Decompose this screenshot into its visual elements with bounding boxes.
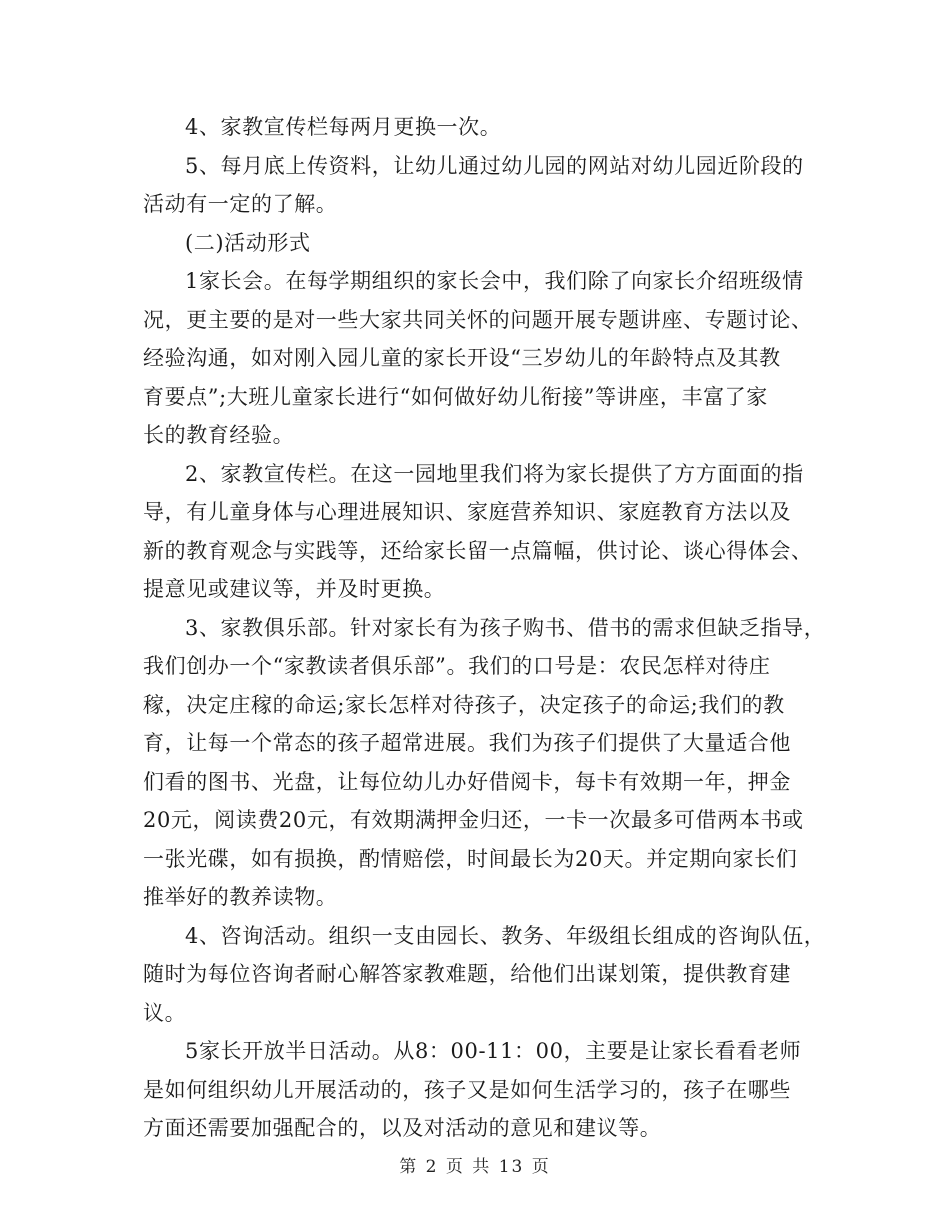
text-line: 提意见或建议等，并及时更换。 [143, 577, 446, 601]
text-line: 5家长开放半日活动。从8：00-11：00，主要是让家长看看老师 [185, 1039, 802, 1063]
text-line: 3、家教俱乐部。针对家长有为孩子购书、借书的需求但缺乏指导， [185, 615, 826, 640]
text-line: 1家长会。在每学期组织的家长会中，我们除了向家长介绍班级情 [185, 269, 804, 293]
text-line: 稼，决定庄稼的命运;家长怎样对待孩子，决定孩子的命运;我们的教 [143, 692, 785, 717]
text-line: 20元，阅读费20元，有效期满押金归还，一卡一次最多可借两本书或 [143, 808, 804, 832]
text-line: 4、家教宣传栏每两月更换一次。 [185, 115, 502, 139]
text-line: 是如何组织幼儿开展活动的，孩子又是如何生活学习的，孩子在哪些 [143, 1077, 791, 1102]
section-heading: (二)活动形式 [185, 230, 311, 255]
text-line: 推举好的教养读物。 [143, 885, 338, 909]
text-line: 议。 [143, 1000, 187, 1025]
text-line: 育要点”;大班儿童家长进行“如何做好幼儿衔接”等讲座，丰富了家 [143, 384, 768, 409]
text-line: 我们创办一个“家教读者俱乐部”。我们的口号是：农民怎样对待庄 [143, 654, 771, 678]
text-line: 况，更主要的是对一些大家共同关怀的问题开展专题讲座、专题讨论、 [143, 307, 813, 332]
document-body [143, 108, 826, 1148]
page-number-footer: 第 2 页 共 13 页 [399, 1157, 551, 1177]
text-line: 一张光碟，如有损换，酌情赔偿，时间最长为20天。并定期向家长们 [143, 846, 798, 871]
text-line: 新的教育观念与实践等，还给家长留一点篇幅，供讨论、谈心得体会、 [143, 538, 813, 563]
text-line: 育，让每一个常态的孩子超常进展。我们为孩子们提供了大量适合他 [143, 731, 791, 755]
text-line: 们看的图书、光盘，让每位幼儿办好借阅卡，每卡有效期一年，押金 [143, 769, 791, 794]
text-line: 长的教育经验。 [143, 423, 295, 447]
text-line: 导，有儿童身体与心理进展知识、家庭营养知识、家庭教育方法以及 [143, 500, 791, 524]
text-line: 4、咨询活动。组织一支由园长、教务、年级组长组成的咨询队伍， [185, 923, 826, 948]
text-line: 2、家教宣传栏。在这一园地里我们将为家长提供了方方面面的指 [185, 461, 804, 486]
text-line: 随时为每位咨询者耐心解答家教难题，给他们出谋划策，提供教育建 [143, 962, 791, 986]
text-line: 5、每月底上传资料，让幼儿通过幼儿园的网站对幼儿园近阶段的 [185, 153, 804, 178]
text-line: 活动有一定的了解。 [143, 192, 338, 216]
text-line: 经验沟通，如对刚入园儿童的家长开设“三岁幼儿的年龄特点及其教 [143, 346, 781, 370]
text-line: 方面还需要加强配合的，以及对活动的意见和建议等。 [143, 1116, 662, 1140]
